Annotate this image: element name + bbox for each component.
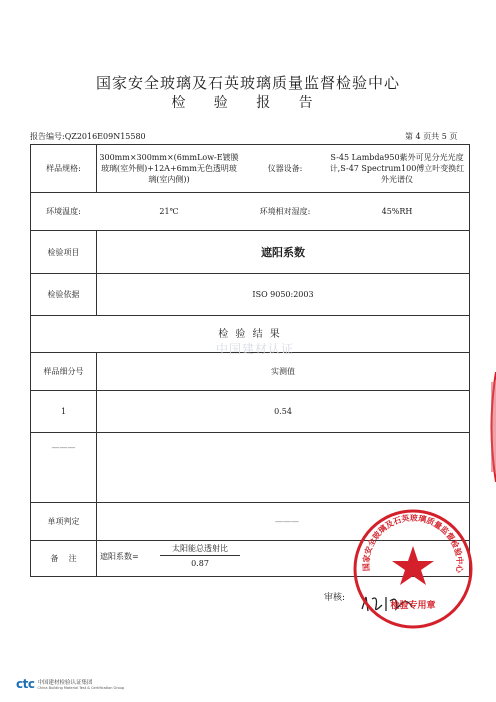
result-row-1-value: 0.54 [274, 407, 292, 416]
remarks-label: 备 注 [50, 554, 77, 563]
humidity-value: 45%RH [381, 207, 413, 216]
judgement-label: 单项判定 [47, 517, 80, 526]
center-name: 国家安全玻璃及石英玻璃质量监督检验中心 [95, 74, 400, 92]
logo-mark: ctc [16, 677, 35, 691]
ctc-logo [16, 677, 124, 691]
remarks-formula-prefix: 遮阳系数= [100, 552, 139, 561]
test-item-label: 检验项目 [47, 247, 80, 257]
doc-title: 检 验 报 告 [171, 95, 325, 111]
equipment-value: S-45 Lambda950紫外可见分光光度计,S-47 Spectrum100傅立叶变换红外光谱仪 [329, 152, 465, 184]
test-basis-label: 检验依据 [47, 290, 80, 299]
results-title: 检 验 结 果 [218, 328, 282, 340]
page-info: 第 4 页共 5 页 [405, 132, 458, 141]
sample-spec-label: 样品规格: [46, 164, 81, 173]
temperature-value: 21℃ [159, 207, 179, 216]
test-item-value: 遮阳系数 [261, 245, 305, 259]
review-label: 审核: [324, 593, 346, 603]
seam-stamp [485, 372, 496, 482]
report-number-value: QZ2016E09N15580 [64, 132, 146, 141]
logo-caption-en: China Building Material Test & Certification Group [37, 686, 125, 690]
temperature-label: 环境温度: [46, 207, 81, 216]
result-row-1-no: 1 [60, 407, 67, 416]
result-row-2-no: ——— [51, 442, 76, 452]
remarks-numerator: 太阳能总透射比 [160, 543, 240, 556]
col-sample-no: 样品细分号 [43, 367, 84, 376]
report-number-label: 报告编号: [30, 132, 65, 141]
test-basis-value: ISO 9050:2003 [252, 290, 314, 299]
humidity-label: 环境相对湿度: [259, 207, 311, 216]
remarks-denominator: 0.87 [191, 559, 209, 568]
col-measured: 实测值 [271, 367, 295, 376]
stamp-subtext: 检验专用章 [390, 601, 436, 611]
report-number [30, 131, 146, 142]
stamp-arc-text: 国家安全玻璃及石英玻璃质量监督检验中心 [361, 513, 465, 574]
sample-spec-value: 300mm×300mm×(6mmLow-E镀膜玻璃(室外侧)+12A+6mm无色透明玻璃(室内侧)) [99, 152, 239, 184]
logo-caption: 中国建材检验认证集团 [37, 680, 93, 686]
inspection-stamp [348, 504, 478, 634]
stamp-star-icon [392, 546, 434, 585]
result-row-2-value [97, 433, 469, 502]
judgement-value: ——— [275, 517, 299, 526]
watermark: 中国建材认证 [215, 342, 294, 356]
equipment-label: 仪器设备: [267, 164, 303, 173]
